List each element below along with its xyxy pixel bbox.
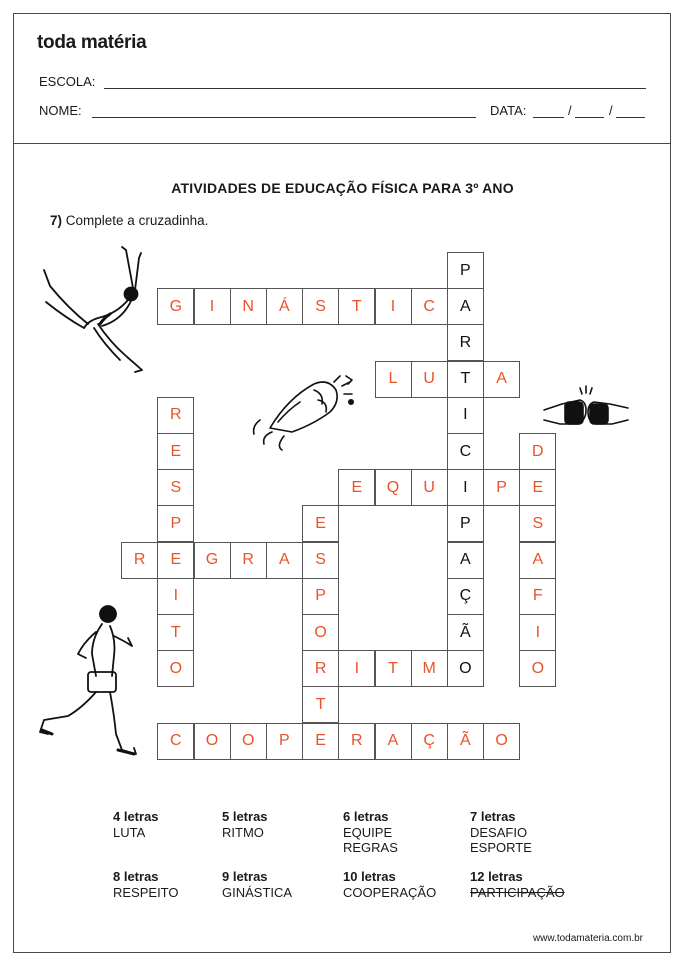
crossword-cell[interactable]: R: [447, 324, 484, 361]
question-text: Complete a cruzadinha.: [65, 213, 209, 228]
crossword-cell[interactable]: O: [157, 650, 194, 687]
header-divider: [13, 143, 671, 144]
crossword-cell[interactable]: M: [411, 650, 448, 687]
crossword-cell[interactable]: L: [375, 361, 412, 398]
crossword-cell[interactable]: O: [302, 614, 339, 651]
crossword-cell[interactable]: A: [266, 542, 303, 579]
crossword-cell[interactable]: I: [519, 614, 556, 651]
crossword-cell[interactable]: Q: [375, 469, 412, 506]
word-item: COOPERAÇÃO: [343, 884, 437, 900]
word-group-8-letters: [113, 869, 179, 900]
brand-logo: toda matéria: [37, 32, 147, 53]
crossword-cell[interactable]: S: [157, 469, 194, 506]
question-prompt: [50, 213, 208, 228]
date-day-line[interactable]: [533, 117, 564, 118]
crossword-cell[interactable]: R: [157, 397, 194, 434]
footer-url: www.todamateria.com.br: [532, 933, 643, 944]
word-group-heading: 6 letras: [343, 809, 389, 824]
crossword-cell[interactable]: P: [483, 469, 520, 506]
crossword-cell[interactable]: Á: [266, 288, 303, 325]
crossword-cell[interactable]: C: [157, 723, 194, 760]
fist-bump-illustration: [540, 380, 632, 434]
crossword-cell[interactable]: I: [375, 288, 412, 325]
crossword-cell[interactable]: U: [411, 469, 448, 506]
crossword-cell[interactable]: T: [447, 361, 484, 398]
crossword-cell[interactable]: E: [157, 433, 194, 470]
word-group-10-letters: [343, 869, 436, 900]
school-label: ESCOLA:: [39, 74, 96, 89]
word-group-heading: 4 letras: [113, 809, 159, 824]
crossword-cell[interactable]: I: [338, 650, 375, 687]
crossword-cell[interactable]: P: [157, 505, 194, 542]
page-title: ATIVIDADES DE EDUCAÇÃO FÍSICA PARA 3º ANO: [171, 180, 514, 196]
crossword-cell[interactable]: I: [447, 397, 484, 434]
crossword-cell[interactable]: Ç: [411, 723, 448, 760]
crossword-cell[interactable]: C: [411, 288, 448, 325]
crossword-cell[interactable]: E: [157, 542, 194, 579]
crossword-cell[interactable]: S: [302, 542, 339, 579]
name-input-line[interactable]: [92, 117, 476, 118]
crossword-cell[interactable]: D: [519, 433, 556, 470]
word-group-9-letters: [222, 869, 292, 900]
crossword-cell[interactable]: Ã: [447, 723, 484, 760]
word-item: RITMO: [222, 824, 264, 840]
crossword-cell[interactable]: G: [157, 288, 194, 325]
date-separator: /: [568, 103, 572, 118]
question-number: 7): [50, 213, 63, 228]
crossword-cell[interactable]: I: [447, 469, 484, 506]
crossword-cell[interactable]: A: [519, 542, 556, 579]
word-item: RESPEITO: [113, 884, 179, 900]
word-group-4-letters: [113, 809, 159, 840]
crossword-cell[interactable]: U: [411, 361, 448, 398]
word-group-heading: 12 letras: [470, 869, 523, 884]
word-item: EQUIPE: [343, 824, 393, 840]
crossword-cell[interactable]: C: [447, 433, 484, 470]
crossword-cell[interactable]: I: [194, 288, 231, 325]
crossword-cell[interactable]: E: [302, 505, 339, 542]
word-item: DESAFIO: [470, 824, 528, 840]
crossword-cell[interactable]: A: [447, 542, 484, 579]
crossword-cell[interactable]: T: [302, 686, 339, 723]
word-group-7-letters: [470, 809, 532, 856]
word-item: REGRAS: [343, 840, 398, 855]
crossword-cell[interactable]: E: [519, 469, 556, 506]
crossword-cell[interactable]: I: [157, 578, 194, 615]
crossword-cell[interactable]: T: [338, 288, 375, 325]
crossword-cell[interactable]: E: [338, 469, 375, 506]
crossword-cell[interactable]: A: [447, 288, 484, 325]
crossword-cell[interactable]: R: [121, 542, 158, 579]
crossword-cell[interactable]: O: [230, 723, 267, 760]
date-label: DATA:: [490, 103, 527, 118]
crossword-cell[interactable]: O: [194, 723, 231, 760]
crossword-cell[interactable]: O: [447, 650, 484, 687]
crossword-cell[interactable]: N: [230, 288, 267, 325]
word-group-heading: 9 letras: [222, 869, 268, 884]
date-month-line[interactable]: [575, 117, 604, 118]
crossword-cell[interactable]: A: [483, 361, 520, 398]
crossword-cell[interactable]: P: [447, 505, 484, 542]
crossword-cell[interactable]: S: [302, 288, 339, 325]
crossword-cell[interactable]: Ã: [447, 614, 484, 651]
crossword-cell[interactable]: A: [375, 723, 412, 760]
name-label: NOME:: [39, 103, 82, 118]
crossword-cell[interactable]: G: [194, 542, 231, 579]
word-group-5-letters: [222, 809, 268, 840]
date-year-line[interactable]: [616, 117, 645, 118]
punching-fist-illustration: [248, 372, 366, 452]
crossword-cell[interactable]: P: [302, 578, 339, 615]
crossword-cell[interactable]: Ç: [447, 578, 484, 615]
crossword-cell[interactable]: O: [519, 650, 556, 687]
date-separator: /: [609, 103, 613, 118]
crossword-cell[interactable]: S: [519, 505, 556, 542]
crossword-cell[interactable]: O: [483, 723, 520, 760]
crossword-cell[interactable]: T: [375, 650, 412, 687]
word-group-12-letters: [470, 869, 565, 900]
crossword-cell[interactable]: F: [519, 578, 556, 615]
word-group-6-letters: [343, 809, 398, 856]
crossword-cell[interactable]: R: [338, 723, 375, 760]
crossword-cell[interactable]: R: [230, 542, 267, 579]
word-group-heading: 10 letras: [343, 869, 396, 884]
word-group-heading: 7 letras: [470, 809, 516, 824]
runner-illustration: [30, 602, 140, 762]
crossword-cell[interactable]: R: [302, 650, 339, 687]
crossword-cell[interactable]: P: [447, 252, 484, 289]
crossword-cell[interactable]: P: [266, 723, 303, 760]
word-group-heading: 8 letras: [113, 869, 159, 884]
word-group-heading: 5 letras: [222, 809, 268, 824]
school-input-line[interactable]: [104, 88, 646, 89]
crossword-cell[interactable]: T: [157, 614, 194, 651]
word-item-crossed-out: PARTICIPAÇÃO: [470, 884, 565, 900]
word-item: GINÁSTICA: [222, 884, 293, 900]
gymnast-illustration: [38, 244, 153, 379]
crossword-cell[interactable]: E: [302, 723, 339, 760]
word-item: ESPORTE: [470, 840, 532, 855]
word-item: LUTA: [113, 824, 146, 840]
